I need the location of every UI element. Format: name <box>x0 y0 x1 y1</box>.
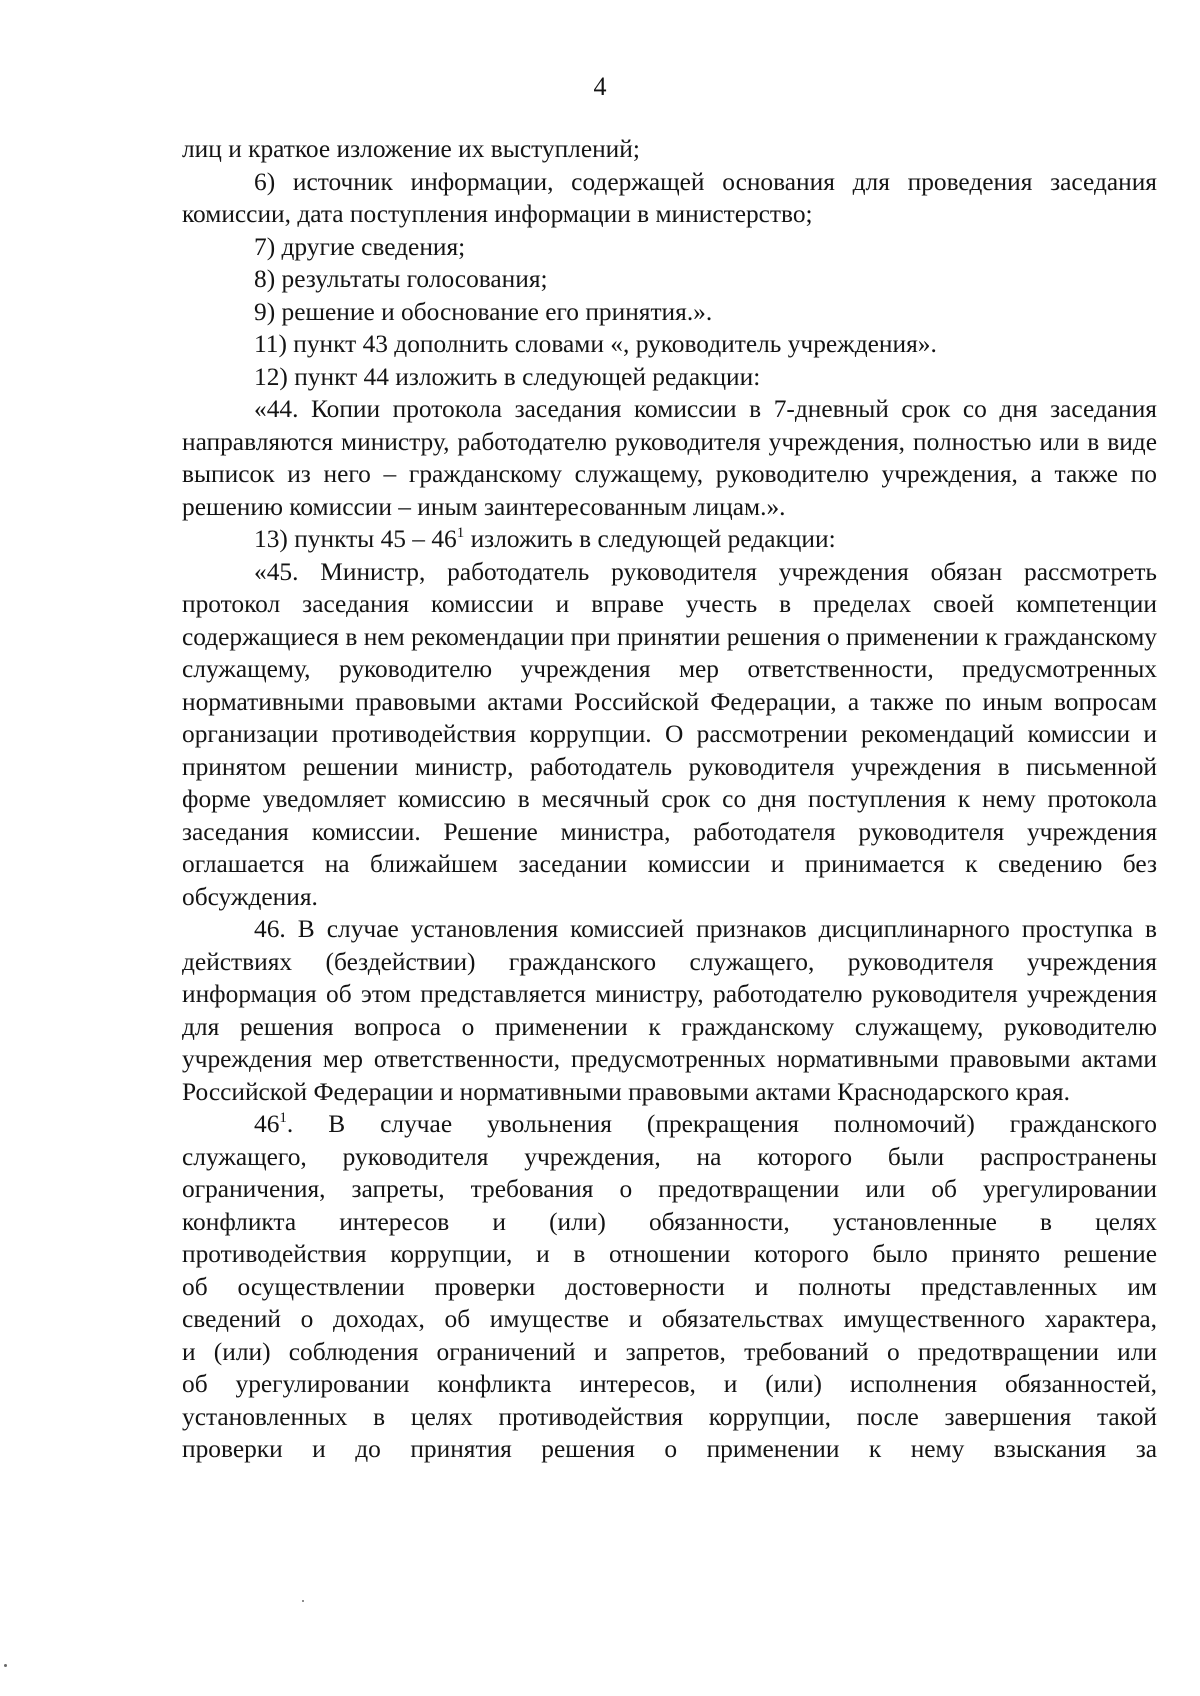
clause-46-1-line: конфликта интересов и (или) обязанности, установленные в целях <box>182 1207 1157 1236</box>
clause-46-1-number: 46 <box>254 1110 280 1138</box>
clause-46-1-line: сведений о доходах, об имуществе и обязательствах имущественного характера, <box>182 1305 1157 1333</box>
clause-46-1-line: ограничения, запреты, требования о предотвращении или об урегулировании <box>182 1175 1157 1203</box>
clause-46-1-line: служащего, руководителя учреждения, на которого были распространены <box>182 1142 1157 1171</box>
amendment-11: 11) пункт 43 дополнить словами «, руководитель учреждения». <box>254 330 937 358</box>
clause-45: «45. Министр, работодатель руководителя учреждения обязан рассмотреть протокол заседания комиссии и вправе учесть в пределах своей компетенции содержащиеся в нем рекомендации при принятии решения о применении к гражданскому служащему, руководителю учреждения мер ответственности, предусмотренных нормативными правовыми актами Российской Федерации, а также по иным вопросам организации противодействия коррупции. О рассмотрении рекомендаций комиссии и принятом решении министр, работодатель руководителя учреждения в письменной форме уведомляет комиссию в месячный срок со дня поступления к нему протокола заседания комиссии. Решение министра, работодателя руководителя учреждения оглашается на ближайшем заседании комиссии и принимается к сведению без обсуждения. <box>182 557 1157 911</box>
superscript-1: 1 <box>456 525 465 541</box>
scan-speck <box>4 1664 7 1667</box>
clause-46-1-line: установленных в целях противодействия коррупции, после завершения такой <box>182 1402 1157 1431</box>
clause-46-1-line: и (или) соблюдения ограничений и запретов, требований о предотвращении или <box>182 1337 1157 1366</box>
clause-46-1 <box>182 1108 1157 1466</box>
scan-speck <box>302 1600 304 1602</box>
clause-46-1-line: $46^1$. В случае увольнения (прекращения полномочий) гражданского <box>254 1110 1157 1138</box>
document-body <box>182 133 1157 1466</box>
item-6-information-source: 6) источник информации, содержащей основания для проведения заседания комиссии, дата поступления информации в министерство; <box>182 167 1157 228</box>
clause-46-1-line: об урегулировании конфликта интересов, и (или) исполнения обязанностей, <box>182 1370 1157 1398</box>
item-9-decision: 9) решение и обоснование его принятия.». <box>254 297 713 326</box>
clause-46: 46. В случае установления комиссией признаков дисциплинарного проступка в действиях (бездействии) гражданского служащего, руководителя учреждения информация об этом представляется министру, работодателю руководителя учреждения для решения вопроса о применении к гражданскому служащему, руководителю учреждения мер ответственности, предусмотренных нормативными правовыми актами Российской Федерации и нормативными правовыми актами Краснодарского края. <box>182 915 1157 1106</box>
superscript-1: 1 <box>279 1110 287 1126</box>
page-number: 4 <box>593 72 607 101</box>
clause-46-1-line: проверки и до принятия решения о применении к нему взыскания за <box>182 1435 1157 1463</box>
amendment-13-start: 13) пункты 45 – 46 <box>254 525 457 553</box>
clause-46-1-line: противодействия коррупции, и в отношении которого было принято решение <box>182 1240 1157 1268</box>
item-8-voting-results: 8) результаты голосования; <box>254 265 548 293</box>
clause-44: «44. Копии протокола заседания комиссии в 7-дневный срок со дня заседания направляются министру, работодателю руководителя учреждения, полностью или в виде выписок из него – гражданскому служащему, руководителю учреждения, а также по решению комиссии – иным заинтересованным лицам.». <box>182 395 1157 521</box>
clause-46-1-line: об осуществлении проверки достоверности и полноты представленных им <box>182 1272 1157 1301</box>
amendment-13 <box>182 523 1157 556</box>
amendment-12: 12) пункт 44 изложить в следующей редакции: <box>254 362 761 391</box>
item-7-other-info: 7) другие сведения; <box>254 232 466 261</box>
paragraph-continuation: лиц и краткое изложение их выступлений; <box>182 135 640 163</box>
amendment-13-end: изложить в следующей редакции: <box>464 525 836 553</box>
